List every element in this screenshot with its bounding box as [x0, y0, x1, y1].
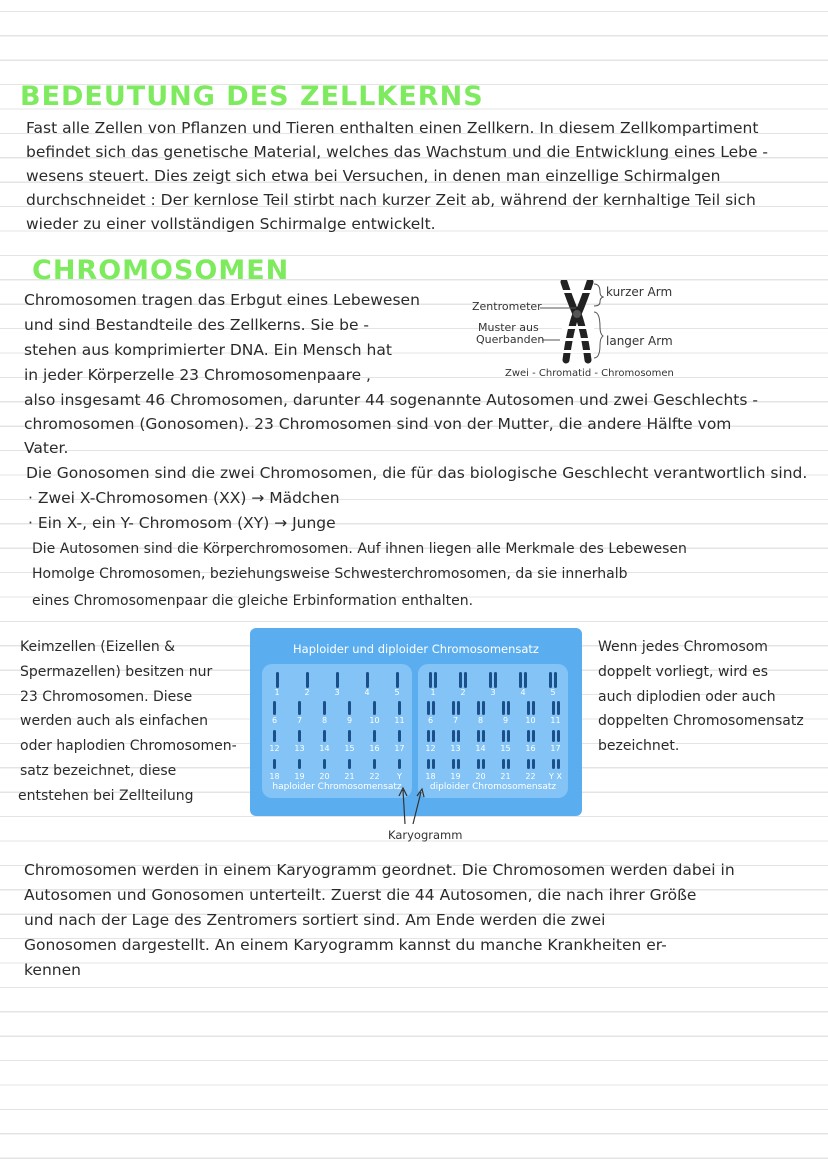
- diploid-chromosome-shape: [427, 756, 435, 772]
- haploid-chromosome-shape: [298, 756, 301, 772]
- s2-line-9: eines Chromosomenpaar die gleiche Erbinformation enthalten.: [32, 593, 474, 609]
- haploid-chromosome-number: 19: [294, 772, 305, 781]
- left-col-7: entstehen bei Zellteilung: [18, 788, 194, 804]
- label-kurzer-arm: kurzer Arm: [606, 285, 673, 299]
- diploid-chromosome-shape: [429, 672, 437, 688]
- diploid-chromosome: [445, 700, 467, 726]
- diploid-chromosome: [495, 728, 517, 754]
- diploid-label: diploider Chromosomensatz: [429, 782, 557, 792]
- diploid-chromosome-shape: [519, 672, 527, 688]
- haploid-chromosome-shape: [276, 672, 279, 688]
- s3-line-4: Gonosomen dargestellt. An einem Karyogramm kannst du manche Krankheiten er-: [24, 936, 667, 954]
- diploid-chromosome-shape: [552, 756, 560, 772]
- diploid-chromosome: [470, 756, 492, 782]
- diploid-chromosome-number: 1: [430, 688, 436, 697]
- diploid-chromosome: [470, 700, 492, 726]
- diploid-chromosome-number: 5: [550, 688, 556, 697]
- label-zentrometer: Zentrometer: [472, 300, 542, 313]
- diploid-chromosome: [445, 756, 467, 782]
- right-col-2: doppelt vorliegt, wird es: [598, 664, 769, 680]
- haploid-row: [262, 754, 412, 782]
- haploid-chromosome-shape: [373, 700, 376, 716]
- diploid-chromosome: [482, 672, 504, 698]
- haploid-chromosome-number: 8: [321, 716, 328, 725]
- right-col-5: bezeichnet.: [598, 738, 680, 754]
- haploid-row: [262, 698, 412, 726]
- diploid-chromosome-number: 12: [425, 744, 436, 753]
- haploid-chromosome: [314, 756, 336, 782]
- diploid-row: [418, 754, 568, 782]
- haploid-chromosome-number: 12: [269, 744, 280, 753]
- haploid-chromosome-shape: [336, 672, 339, 688]
- diploid-chromosome-number: 20: [475, 772, 486, 781]
- haploid-chromosome-number: 22: [369, 772, 380, 781]
- right-col-3: auch diplodien oder auch: [598, 689, 776, 705]
- left-col-6: satz bezeichnet, diese: [20, 763, 177, 779]
- diploid-chromosome: [470, 728, 492, 754]
- diploid-chromosome-shape: [489, 672, 497, 688]
- diploid-row: [418, 670, 568, 698]
- haploid-chromosome-shape: [396, 672, 399, 688]
- s3-line-2: Autosomen und Gonosomen unterteilt. Zuerst die 44 Autosomen, die nach ihrer Größe: [24, 886, 697, 904]
- haploid-chromosome: [389, 700, 411, 726]
- s1-line-1: Fast alle Zellen von Pflanzen und Tieren enthalten einen Zellkern. In diesem Zellkompartiment: [26, 119, 759, 137]
- haploid-row: [262, 670, 412, 698]
- haploid-chromosome: [289, 728, 311, 754]
- label-muster-1: Muster aus: [478, 321, 539, 334]
- diploid-chromosome-number: 6: [427, 716, 434, 725]
- diploid-chromosome-shape: [502, 728, 510, 744]
- diploid-chromosome-number: 11: [550, 716, 561, 725]
- haploid-chromosome: [289, 756, 311, 782]
- haploid-chromosome-shape: [398, 756, 401, 772]
- diploid-chromosome-shape: [552, 700, 560, 716]
- diploid-chromosome-shape: [477, 728, 485, 744]
- arm-braces: [592, 282, 604, 362]
- diploid-grid: [418, 670, 568, 782]
- diploid-chromosome-shape: [552, 728, 560, 744]
- haploid-chromosome-number: 7: [296, 716, 303, 725]
- haploid-chromosome-number: 1: [274, 688, 280, 697]
- haploid-chromosome: [314, 728, 336, 754]
- diploid-chromosome: [452, 672, 474, 698]
- s1-line-2: befindet sich das genetische Material, welches das Wachstum und die Entwicklung eines Lebe -: [26, 143, 769, 161]
- haploid-chromosome-shape: [398, 728, 401, 744]
- diploid-chromosome-number: 10: [525, 716, 536, 725]
- diploid-chromosome-shape: [427, 700, 435, 716]
- haploid-chromosome-number: 9: [346, 716, 353, 725]
- diagram-caption: Zwei - Chromatid - Chromosomen: [505, 368, 674, 379]
- diploid-chromosome: [512, 672, 534, 698]
- haploid-chromosome: [296, 672, 318, 698]
- haploid-chromosome: [356, 672, 378, 698]
- heading-chromosomen: CHROMOSOMEN: [32, 255, 290, 286]
- haploid-chromosome-number: 15: [344, 744, 355, 753]
- diploid-chromosome-shape: [502, 756, 510, 772]
- diploid-chromosome: [545, 728, 567, 754]
- diploid-chromosome: [495, 756, 517, 782]
- haploid-chromosome: [266, 672, 288, 698]
- diploid-chromosome: [520, 756, 542, 782]
- haploid-chromosome-number: 16: [369, 744, 380, 753]
- s1-line-5: wieder zu einer vollständigen Schirmalge entwickelt.: [26, 215, 436, 233]
- haploid-chromosome-shape: [323, 756, 326, 772]
- diploid-chromosome-number: 18: [425, 772, 436, 781]
- haploid-grid: [262, 670, 412, 782]
- s2-bullet-xy: · Ein X-, ein Y- Chromosom (XY) → Junge: [28, 514, 336, 532]
- s2-line-7: Die Autosomen sind die Körperchromosomen. Auf ihnen liegen alle Merkmale des Lebewesen: [32, 541, 687, 557]
- haploid-label: haploider Chromosomensatz: [272, 782, 402, 792]
- diploid-chromosome-shape: [452, 700, 460, 716]
- diploid-chromosome-number: 14: [475, 744, 486, 753]
- left-col-2: Spermazellen) besitzen nur: [20, 664, 213, 680]
- diploid-chromosome-number: 9: [502, 716, 509, 725]
- haploid-chromosome-shape: [323, 700, 326, 716]
- haploid-chromosome-shape: [366, 672, 369, 688]
- haploid-chromosome: [389, 728, 411, 754]
- diploid-chromosome-shape: [527, 756, 535, 772]
- s2-line-2: chromosomen (Gonosomen). 23 Chromosomen sind von der Mutter, die andere Hälfte vom: [24, 415, 732, 433]
- haploid-chromosome-shape: [398, 700, 401, 716]
- s2-intro-3: stehen aus komprimierter DNA. Ein Mensch hat: [24, 341, 392, 359]
- haploid-chromosome: [386, 672, 408, 698]
- diploid-chromosome: [545, 756, 567, 782]
- s3-line-1: Chromosomen werden in einem Karyogramm geordnet. Die Chromosomen werden dabei in: [24, 861, 735, 879]
- s2-bullet-xx: · Zwei X-Chromosomen (XX) → Mädchen: [28, 489, 340, 507]
- haploid-chromosome-number: 21: [344, 772, 355, 781]
- haploid-panel: [262, 664, 412, 798]
- haploid-chromosome: [264, 728, 286, 754]
- haploid-chromosome-shape: [273, 700, 276, 716]
- diploid-chromosome-number: 22: [525, 772, 536, 781]
- diploid-chromosome-number: 17: [550, 744, 561, 753]
- diploid-chromosome: [495, 700, 517, 726]
- haploid-chromosome: [264, 756, 286, 782]
- label-langer-arm: langer Arm: [606, 334, 673, 348]
- haploid-chromosome: [339, 728, 361, 754]
- diploid-chromosome-number: 16: [525, 744, 536, 753]
- haploid-chromosome-shape: [306, 672, 309, 688]
- haploid-chromosome-shape: [273, 728, 276, 744]
- diploid-chromosome-number: 4: [520, 688, 526, 697]
- diploid-chromosome-number: 2: [460, 688, 466, 697]
- s2-intro-2: und sind Bestandteile des Zellkerns. Sie be -: [24, 316, 370, 334]
- s2-line-4: Die Gonosomen sind die zwei Chromosomen, die für das biologische Geschlecht verantwortlich sind.: [26, 464, 808, 482]
- s2-line-8: Homolge Chromosomen, beziehungsweise Schwesterchromosomen, da sie innerhalb: [32, 566, 628, 582]
- diploid-chromosome: [420, 756, 442, 782]
- haploid-chromosome-shape: [273, 756, 276, 772]
- right-col-4: doppelten Chromosomensatz: [598, 713, 804, 729]
- haploid-chromosome: [364, 756, 386, 782]
- diploid-row: [418, 726, 568, 754]
- haploid-chromosome: [264, 700, 286, 726]
- s1-line-4: durchschneidet : Der kernlose Teil stirbt nach kurzer Zeit ab, während der kernhaltige Teil sich: [26, 191, 756, 209]
- diploid-chromosome: [422, 672, 444, 698]
- diploid-chromosome-number: 15: [500, 744, 511, 753]
- diploid-chromosome-shape: [527, 728, 535, 744]
- diploid-chromosome: [520, 700, 542, 726]
- haploid-chromosome-number: 4: [364, 688, 370, 697]
- diploid-chromosome-number: 19: [450, 772, 461, 781]
- s2-intro-4: in jeder Körperzelle 23 Chromosomenpaare ,: [24, 366, 371, 384]
- haploid-chromosome-shape: [373, 728, 376, 744]
- diploid-chromosome-number: 21: [500, 772, 511, 781]
- haploid-chromosome-number: 5: [394, 688, 400, 697]
- diploid-chromosome-shape: [459, 672, 467, 688]
- haploid-chromosome-shape: [298, 728, 301, 744]
- left-col-1: Keimzellen (Eizellen &: [20, 639, 176, 655]
- s3-line-3: und nach der Lage des Zentromers sortiert sind. Am Ende werden die zwei: [24, 911, 606, 929]
- haploid-chromosome-shape: [298, 700, 301, 716]
- diploid-chromosome-number: 7: [452, 716, 459, 725]
- right-col-1: Wenn jedes Chromosom: [598, 639, 768, 655]
- haploid-chromosome-number: 10: [369, 716, 380, 725]
- haploid-chromosome: [364, 700, 386, 726]
- haploid-chromosome-number: 6: [271, 716, 278, 725]
- s2-intro-1: Chromosomen tragen das Erbgut eines Lebewesen: [24, 291, 420, 309]
- heading-zellkern: BEDEUTUNG DES ZELLKERNS: [20, 81, 484, 112]
- haploid-row: [262, 726, 412, 754]
- diploid-chromosome-shape: [502, 700, 510, 716]
- left-col-3: 23 Chromosomen. Diese: [20, 689, 193, 705]
- haploid-chromosome: [389, 756, 411, 782]
- diploid-chromosome: [545, 700, 567, 726]
- karyogram-arrows: [395, 784, 435, 830]
- diploid-chromosome-shape: [527, 700, 535, 716]
- haploid-chromosome: [339, 756, 361, 782]
- haploid-chromosome-number: 13: [294, 744, 305, 753]
- diploid-chromosome-shape: [477, 756, 485, 772]
- haploid-chromosome: [364, 728, 386, 754]
- diploid-chromosome-shape: [549, 672, 557, 688]
- diploid-chromosome: [445, 728, 467, 754]
- haploid-chromosome-number: 17: [394, 744, 405, 753]
- haploid-chromosome-number: 18: [269, 772, 280, 781]
- haploid-chromosome: [326, 672, 348, 698]
- diploid-chromosome-shape: [452, 756, 460, 772]
- haploid-chromosome-number: 2: [304, 688, 310, 697]
- s2-line-1: also insgesamt 46 Chromosomen, darunter 44 sogenannte Autosomen und zwei Geschlechts -: [24, 391, 758, 409]
- s3-line-5: kennen: [24, 961, 81, 979]
- diploid-chromosome-number: 13: [450, 744, 461, 753]
- diploid-row: [418, 698, 568, 726]
- haploid-chromosome-shape: [348, 756, 351, 772]
- left-col-5: oder haplodien Chromosomen-: [20, 738, 237, 754]
- karyogram-annotation: Karyogramm: [388, 828, 463, 842]
- diploid-chromosome: [520, 728, 542, 754]
- karyogram-title: Haploider und diploider Chromosomensatz: [293, 642, 539, 656]
- diploid-chromosome: [420, 728, 442, 754]
- diploid-chromosome-number: 8: [477, 716, 484, 725]
- haploid-chromosome-shape: [373, 756, 376, 772]
- diploid-chromosome-shape: [452, 728, 460, 744]
- label-muster-2: Querbanden: [476, 333, 545, 346]
- s2-line-3: Vater.: [24, 439, 69, 457]
- haploid-chromosome: [339, 700, 361, 726]
- haploid-chromosome: [314, 700, 336, 726]
- haploid-chromosome-shape: [348, 700, 351, 716]
- haploid-chromosome-number: 14: [319, 744, 330, 753]
- haploid-chromosome: [289, 700, 311, 726]
- diploid-chromosome-shape: [427, 728, 435, 744]
- diploid-chromosome-shape: [477, 700, 485, 716]
- s1-line-3: wesens steuert. Dies zeigt sich etwa bei Versuchen, in denen man einzellige Schirmalgen: [26, 167, 721, 185]
- diploid-chromosome-number: 3: [490, 688, 496, 697]
- left-col-4: werden auch als einfachen: [20, 713, 209, 729]
- haploid-chromosome-number: 11: [394, 716, 405, 725]
- diploid-chromosome: [420, 700, 442, 726]
- haploid-chromosome-number: 3: [334, 688, 340, 697]
- diploid-chromosome: [542, 672, 564, 698]
- diploid-panel: [418, 664, 568, 798]
- haploid-chromosome-number: Y: [397, 772, 402, 781]
- haploid-chromosome-shape: [323, 728, 326, 744]
- diploid-chromosome-number: Y X: [549, 772, 562, 781]
- haploid-chromosome-shape: [348, 728, 351, 744]
- haploid-chromosome-number: 20: [319, 772, 330, 781]
